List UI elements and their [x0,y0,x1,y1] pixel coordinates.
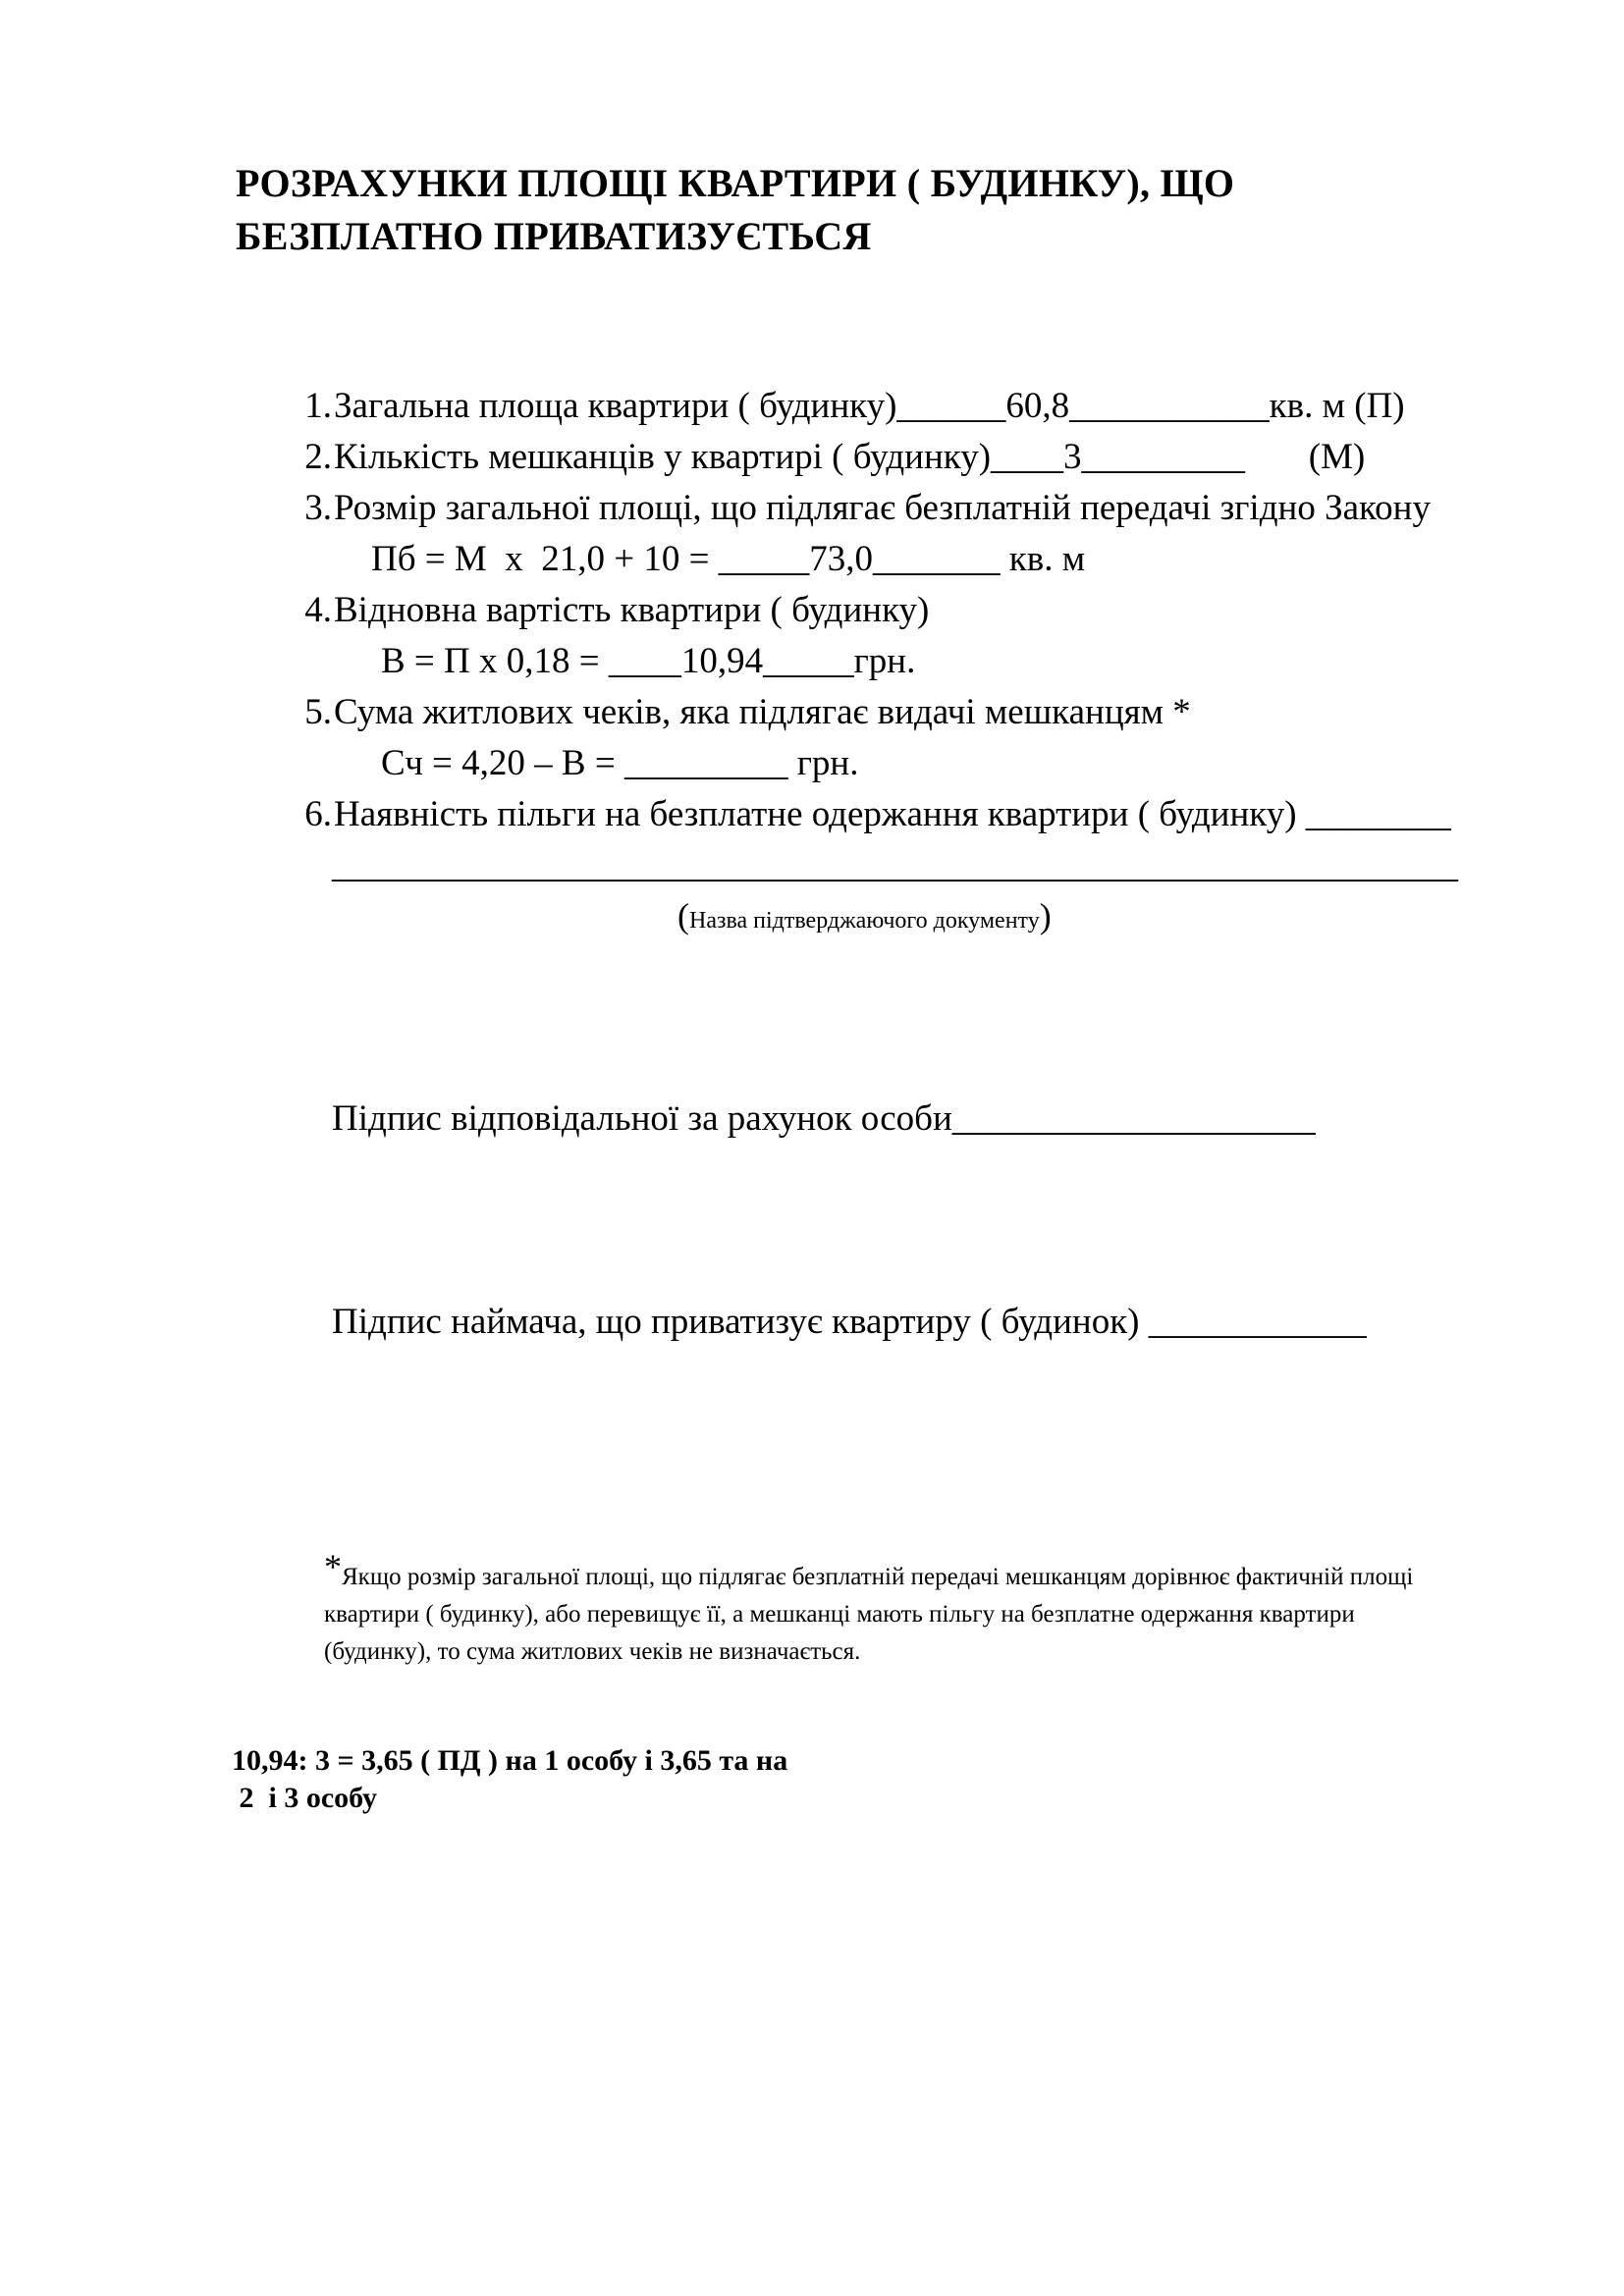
footnote-line-1 [324,1548,1561,1596]
footnote-line-3: (будинку), то сума житлових чеків не визначається. [324,1638,861,1665]
footnote-line-2: квартири ( будинку), або перевищує її, а мешканці мають пільгу на безплатне одержання квартири [324,1601,1355,1628]
item-text: Відновна вартість квартири ( будинку) [334,590,930,630]
footnote-text-1: Якщо розмір загальної площі, що підлягає безплатній передачі мешканцям дорівнює фактичній площі [342,1564,1414,1590]
item-text: Загальна площа квартири ( будинку)______60,8___________кв. м (П) [334,386,1405,426]
item-number: 5. [304,692,332,732]
calculation-note [232,1742,787,1817]
item-text: Сума житлових чеків, яка підлягає видачі мешканцям * [334,692,1191,732]
item-text: Наявність пільги на безплатне одержання квартири ( будинку) ________ [334,794,1451,834]
document-name-caption [677,895,1052,936]
formula-text: Сч = 4,20 – В = _________ грн. [381,743,859,783]
item-text: Кількість мешканців у квартирі ( будинку)____3_________ (М) [334,437,1366,477]
caption-text: Назва підтверджаючого документу [689,908,1040,934]
signature-tenant-line: Підпис наймача, що приватизує квартиру ( будинок) ____________ [332,1302,1367,1342]
title-line-2: БЕЗПЛАТНО ПРИВАТИЗУЄТЬСЯ [236,214,872,258]
item-number: 4. [304,590,332,630]
item-number: 6. [304,794,332,834]
document-title [236,157,1463,263]
calc-line-2: 2 і 3 особу [232,1782,378,1814]
item-number: 3. [304,488,332,528]
caption-close-paren: ) [1039,896,1052,935]
caption-open-paren: ( [677,896,689,935]
item-number: 1. [304,386,332,426]
item-text: Розмір загальної площі, що підлягає безплатній передачі згідно Закону [334,488,1431,528]
blank-line: ______________________________________________________________ [332,845,1458,885]
calc-line-1: 10,94: 3 = 3,65 ( ПД ) на 1 особу і 3,65 та на [232,1744,788,1777]
title-line-1: РОЗРАХУНКИ ПЛОЩІ КВАРТИРИ ( БУДИНКУ), ЩО [236,161,1235,205]
footnote-star: * [324,1547,342,1586]
formula-text: В = П х 0,18 = ____10,94_____грн. [381,641,916,681]
formula-text: Пб = М х 21,0 + 10 = _____73,0_______ кв. м [371,539,1086,579]
signature-responsible-line: Підпис відповідальної за рахунок особи____________________ [332,1098,1316,1139]
footnote [324,1548,1561,1671]
item-number: 2. [304,437,332,477]
